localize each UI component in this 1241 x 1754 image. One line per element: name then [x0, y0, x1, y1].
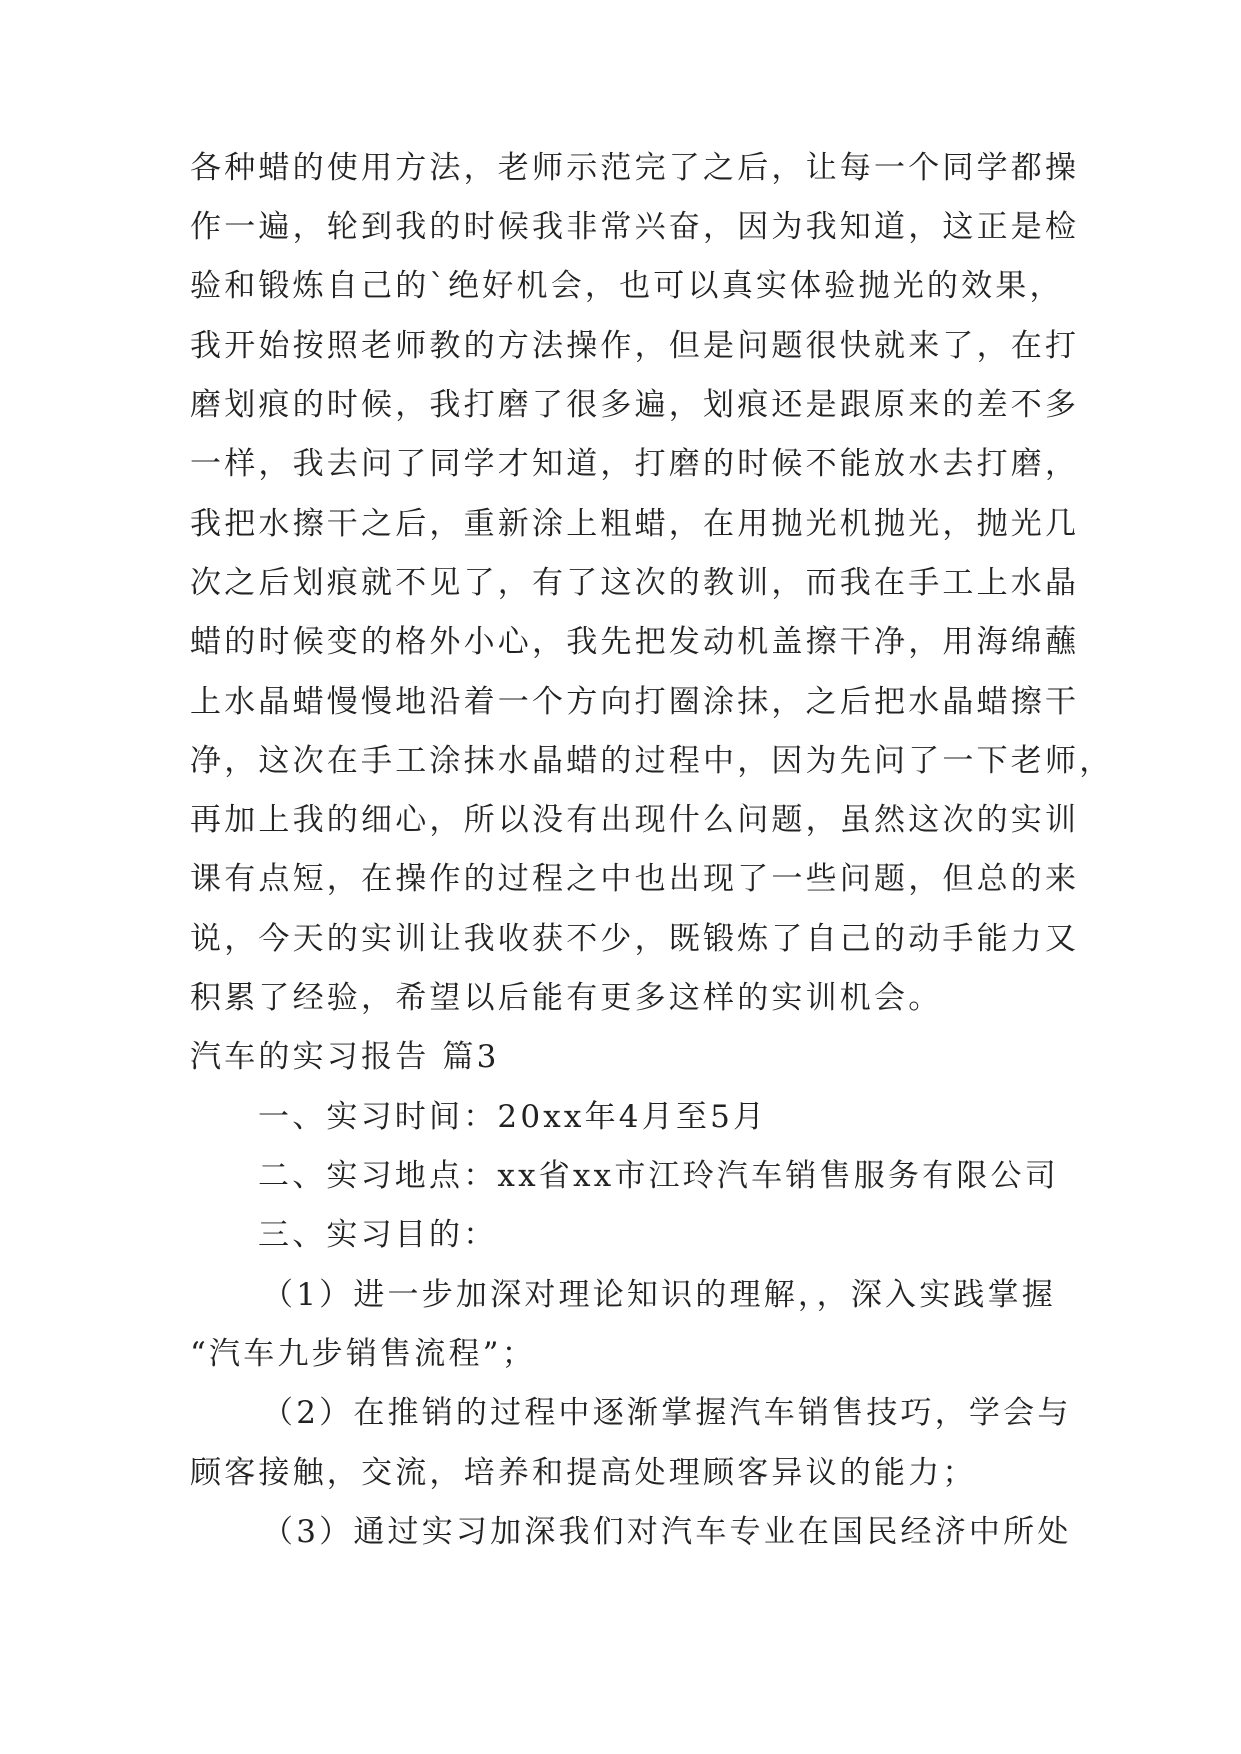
internship-purpose-heading: 三、实习目的： [258, 1217, 498, 1253]
purpose-line: （1）进一步加深对理论知识的理解，，深入实践掌握 [262, 1277, 1057, 1313]
internship-time: 一、实习时间：20xx年4月至5月 [258, 1099, 768, 1135]
body-line: 说，今天的实训让我收获不少，既锻炼了自己的动手能力又 [190, 921, 1080, 957]
body-line: 课有点短，在操作的过程之中也出现了一些问题，但总的来 [190, 861, 1080, 897]
body-line: 蜡的时候变的格外小心，我先把发动机盖擦干净，用海绵蘸 [190, 624, 1080, 660]
section-title: 汽车的实习报告 篇3 [190, 1039, 500, 1075]
purpose-line: （2）在推销的过程中逐渐掌握汽车销售技巧，学会与 [262, 1395, 1072, 1431]
body-line: 积累了经验，希望以后能有更多这样的实训机会。 [190, 980, 943, 1016]
body-line: 净，这次在手工涂抹水晶蜡的过程中，因为先问了一下老师， [190, 743, 1114, 779]
body-line: 次之后划痕就不见了，有了这次的教训，而我在手工上水晶 [190, 565, 1080, 601]
purpose-line: （3）通过实习加深我们对汽车专业在国民经济中所处 [262, 1514, 1072, 1550]
purpose-line: 顾客接触，交流，培养和提高处理顾客异议的能力； [190, 1455, 977, 1491]
body-line: 一样，我去问了同学才知道，打磨的时候不能放水去打磨， [190, 446, 1080, 482]
body-line: 验和锻炼自己的`绝好机会，也可以真实体验抛光的效果， [190, 268, 1064, 304]
body-line: 各种蜡的使用方法，老师示范完了之后，让每一个同学都操 [190, 150, 1080, 186]
body-line: 作一遍，轮到我的时候我非常兴奋，因为我知道，这正是检 [190, 209, 1080, 245]
body-line: 再加上我的细心，所以没有出现什么问题，虽然这次的实训 [190, 802, 1080, 838]
internship-location: 二、实习地点：xx省xx市江玲汽车销售服务有限公司 [258, 1158, 1059, 1194]
body-line: 我开始按照老师教的方法操作，但是问题很快就来了，在打 [190, 328, 1080, 364]
body-line: 上水晶蜡慢慢地沿着一个方向打圈涂抹，之后把水晶蜡擦干 [190, 684, 1080, 720]
purpose-line: “汽车九步销售流程”； [190, 1336, 536, 1372]
body-line: 我把水擦干之后，重新涂上粗蜡，在用抛光机抛光，抛光几 [190, 506, 1080, 542]
body-line: 磨划痕的时候，我打磨了很多遍，划痕还是跟原来的差不多 [190, 387, 1080, 423]
